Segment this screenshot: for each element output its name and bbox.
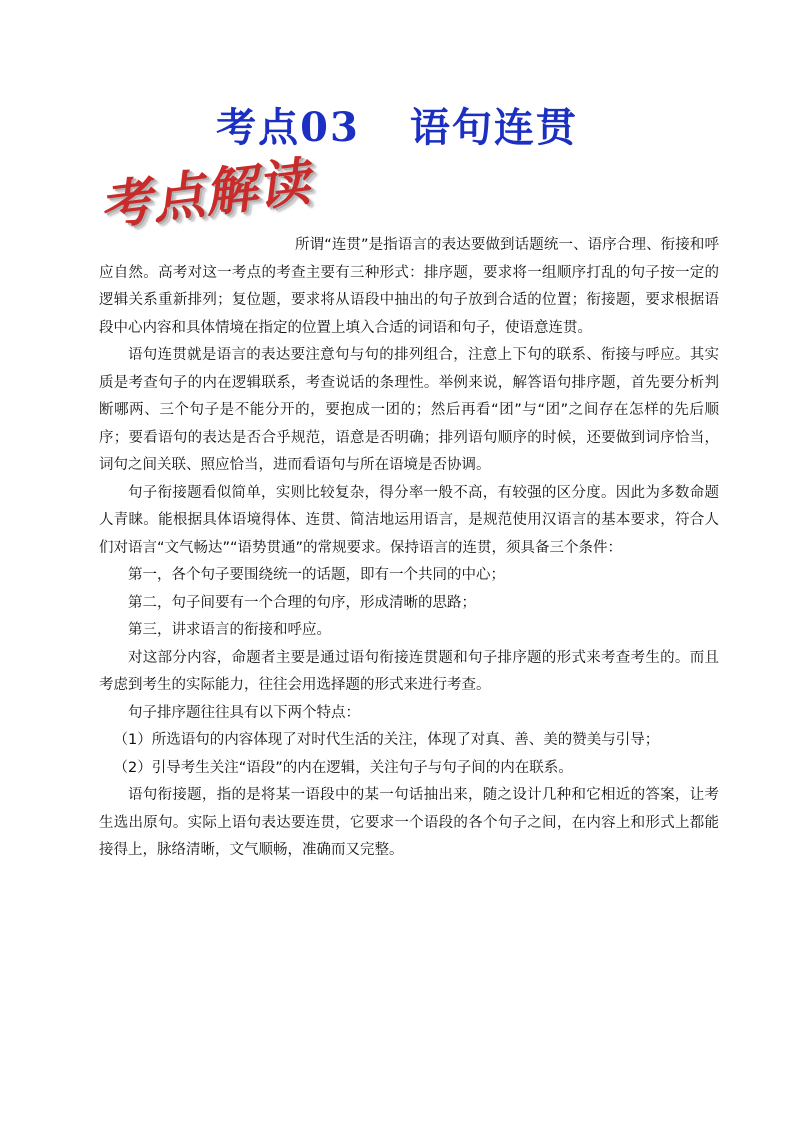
body-text	[99, 232, 719, 865]
paragraph-intro: 所谓“连贯”是指语言的表达要做到话题统一、语序合理、衔接和呼应自然。高考对这一考点的考查主要有三种形式：排序题，要求将一组顺序打乱的句子按一定的逻辑关系重新排列；复位题，要求将从语段中抽出的句子放到合适的位置；衔接题，要求根据语段中心内容和具体情境在指定的位置上填入合适的词语和句子，使语意连贯。	[99, 237, 719, 336]
condition-item-1: 第一，各个句子要围绕统一的话题，即有一个共同的中心；	[128, 567, 505, 583]
paragraph-cohesion: 句子衔接题看似简单，实则比较复杂，得分率一般不高，有较强的区分度。因此为多数命题人青睐。能根据具体语境得体、连贯、简洁地运用语言，是规范使用汉语言的基本要求，符合人们对语言“文气畅达”“语势贯通”的常规要求。保持语言的连贯，须具备三个条件：	[99, 484, 719, 556]
section-badge-text: 考点解读	[96, 151, 314, 238]
title-topic-number: 考点03	[216, 104, 360, 151]
feature-item-2: （2）引导考生关注“语段”的内在逻辑，关注句子与句子间的内在联系。	[113, 759, 573, 776]
paragraph-exam-format: 对这部分内容，命题者主要是通过语句衔接连贯题和句子排序题的形式来考查考生的。而且考虑到考生的实际能力，往往会用选择题的形式来进行考查。	[99, 649, 719, 693]
feature-item-1: （1）所选语句的内容体现了对时代生活的关注，体现了对真、善、美的赞美与引导；	[113, 732, 660, 748]
page-title	[0, 100, 794, 156]
paragraph-cohesion-question: 语句衔接题，指的是将某一语段中的某一句话抽出来，随之设计几种和它相近的答案，让考生选出原句。实际上语句表达要连贯，它要求一个语段的各个句子之间，在内容上和形式上都能接得上，脉络清晰，文气顺畅，准确而又完整。	[99, 787, 719, 858]
paragraph-ordering-features: 句子排序题往往具有以下两个特点：	[128, 704, 360, 721]
title-topic-name: 语句连贯	[409, 104, 578, 151]
condition-item-2: 第二，句子间要有一个合理的句序，形成清晰的思路；	[128, 594, 476, 611]
paragraph-coherence: 语句连贯就是语言的表达要注意句与句的排列组合，注意上下句的联系、衔接与呼应。其实质是考查句子的内在逻辑联系，考查说话的条理性。举例来说，解答语句排序题，首先要分析判断哪两、三个句子是不能分开的，要抱成一团的；然后再看“团”与“团”之间存在怎样的先后顺序；要看语句的表达是否合乎规范，语意是否明确；排列语句顺序的时候，还要做到词序恰当，词句之间关联、照应恰当，进而看语句与所在语境是否协调。	[99, 347, 719, 473]
condition-item-3: 第三，讲求语言的衔接和呼应。	[128, 622, 331, 638]
